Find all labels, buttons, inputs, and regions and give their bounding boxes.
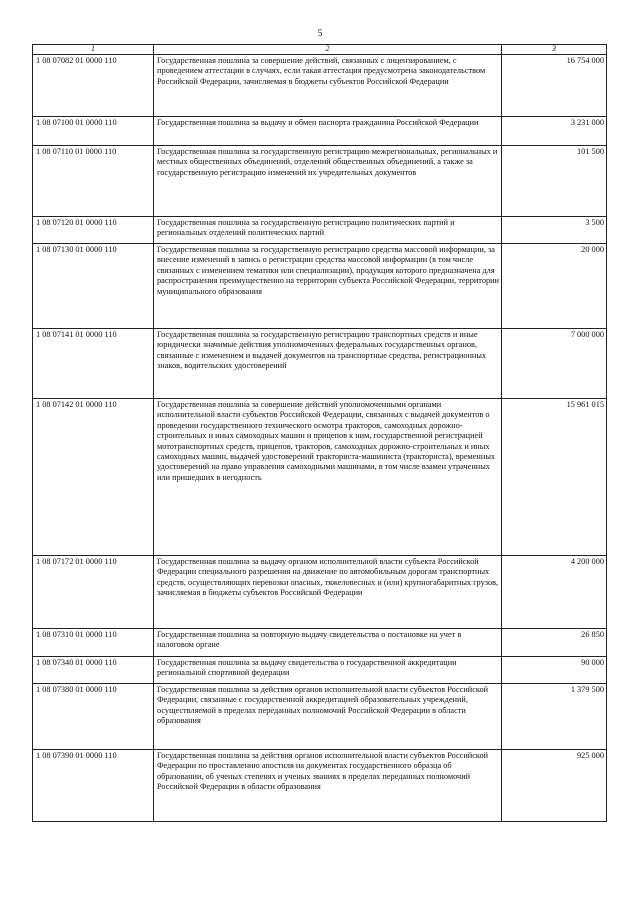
- budget-code-cell: 1 08 07172 01 0000 110: [33, 556, 154, 629]
- amount-cell: 101 500: [502, 146, 607, 217]
- table-row: [33, 244, 607, 329]
- budget-code-cell: 1 08 07141 01 0000 110: [33, 329, 154, 399]
- amount-cell: 1 379 500: [502, 684, 607, 750]
- table-row: [33, 217, 607, 244]
- amount-cell: 7 000 000: [502, 329, 607, 399]
- budget-code-cell: 1 08 07340 01 0000 110: [33, 657, 154, 684]
- amount-cell: 15 961 015: [502, 399, 607, 556]
- budget-code-cell: 1 08 07120 01 0000 110: [33, 217, 154, 244]
- budget-code-cell: 1 08 07130 01 0000 110: [33, 244, 154, 329]
- table-row: [33, 684, 607, 750]
- budget-code-cell: 1 08 07310 01 0000 110: [33, 629, 154, 657]
- budget-code-cell: 1 08 07082 01 0000 110: [33, 55, 154, 117]
- description-cell: Государственная пошлина за выдачу органом исполнительной власти субъекта Российской Федерации специального разрешения на движение по автомобильным дорогам транспортных средств, осуществляющих перевозки опасных, тяжеловесных и (или) крупногабаритных грузов, зачисляемая в бюджеты субъектов Российской Федерации: [154, 556, 502, 629]
- column-header-1: 1: [33, 45, 154, 55]
- description-cell: Государственная пошлина за выдачу свидетельства о государственной аккредитации региональной спортивной федерации: [154, 657, 502, 684]
- description-cell: Государственная пошлина за государственную регистрацию транспортных средств и иные юридически значимые действия уполномоченных федеральных государственных органов, связанные с изменением и выдачей документов на транспортные средства, регистрационных знаков, водительских удостоверений: [154, 329, 502, 399]
- table-header-row: [33, 45, 607, 55]
- budget-code-cell: 1 08 07390 01 0000 110: [33, 750, 154, 822]
- amount-cell: 4 200 000: [502, 556, 607, 629]
- budget-code-cell: 1 08 07142 01 0000 110: [33, 399, 154, 556]
- description-cell: Государственная пошлина за государственную регистрацию политических партий и региональных отделений политических партий: [154, 217, 502, 244]
- table-row: [33, 556, 607, 629]
- table-row: [33, 55, 607, 117]
- amount-cell: 925 000: [502, 750, 607, 822]
- amount-cell: 3 231 000: [502, 117, 607, 146]
- table-row: [33, 117, 607, 146]
- table-row: [33, 146, 607, 217]
- description-cell: Государственная пошлина за государственную регистрацию средства массовой информации, за внесение изменений в запись о регистрации средства массовой информации (в том числе связанных с изменением тематики или специализации), продукция которого предназначена для распространения преимущественно на территории субъекта Российской Федерации, территории муниципального образования: [154, 244, 502, 329]
- description-cell: Государственная пошлина за совершение действий уполномоченными органами исполнительной власти субъектов Российской Федерации, связанных с выдачей документов о проведении государственного технического осмотра тракторов, самоходных дорожно-строительных и иных самоходных машин и прицепов к ним, государственной регистрацией мототранспортных средств, прицепов, тракторов, самоходных дорожно-строительных и иных самоходных машин, выдачей удостоверений тракториста-машиниста (тракториста), временных удостоверений на право управления самоходными машинами, в том числе взамен утраченных или пришедших в негодность: [154, 399, 502, 556]
- budget-code-cell: 1 08 07380 01 0000 110: [33, 684, 154, 750]
- description-cell: Государственная пошлина за выдачу и обмен паспорта гражданина Российской Федерации: [154, 117, 502, 146]
- table-row: [33, 750, 607, 822]
- amount-cell: 90 000: [502, 657, 607, 684]
- column-header-2: 2: [154, 45, 502, 55]
- description-cell: Государственная пошлина за действия органов исполнительной власти субъектов Российской Федерации, связанные с государственной аккредитацией образовательных учреждений, осуществляемой в пределах переданных полномочий Российской Федерации в области образования: [154, 684, 502, 750]
- amount-cell: 20 000: [502, 244, 607, 329]
- column-header-3: 3: [502, 45, 607, 55]
- budget-code-cell: 1 08 07100 01 0000 110: [33, 117, 154, 146]
- budget-code-cell: 1 08 07110 01 0000 110: [33, 146, 154, 217]
- description-cell: Государственная пошлина за повторную выдачу свидетельства о постановке на учет в налоговом органе: [154, 629, 502, 657]
- amount-cell: 16 754 000: [502, 55, 607, 117]
- amount-cell: 3 500: [502, 217, 607, 244]
- amount-cell: 26 850: [502, 629, 607, 657]
- table-row: [33, 329, 607, 399]
- table-row: [33, 399, 607, 556]
- description-cell: Государственная пошлина за действия органов исполнительной власти субъектов Российской Федерации по проставлению апостиля на документах государственного образца об образовании, об ученых степенях и ученых званиях в пределах переданных полномочий Российской Федерации в области образования: [154, 750, 502, 822]
- page-number: 5: [317, 29, 323, 39]
- table-row: [33, 629, 607, 657]
- table-row: [33, 657, 607, 684]
- description-cell: Государственная пошлина за государственную регистрацию межрегиональных, региональных и местных общественных объединений, отделений общественных объединений, а также за государственную регистрацию изменений их учредительных документов: [154, 146, 502, 217]
- revenue-table: [32, 44, 607, 822]
- description-cell: Государственная пошлина за совершение действий, связанных с лицензированием, с проведением аттестации в случаях, если такая аттестация предусмотрена законодательством Российской Федерации, зачисляемая в бюджеты субъектов Российской Федерации: [154, 55, 502, 117]
